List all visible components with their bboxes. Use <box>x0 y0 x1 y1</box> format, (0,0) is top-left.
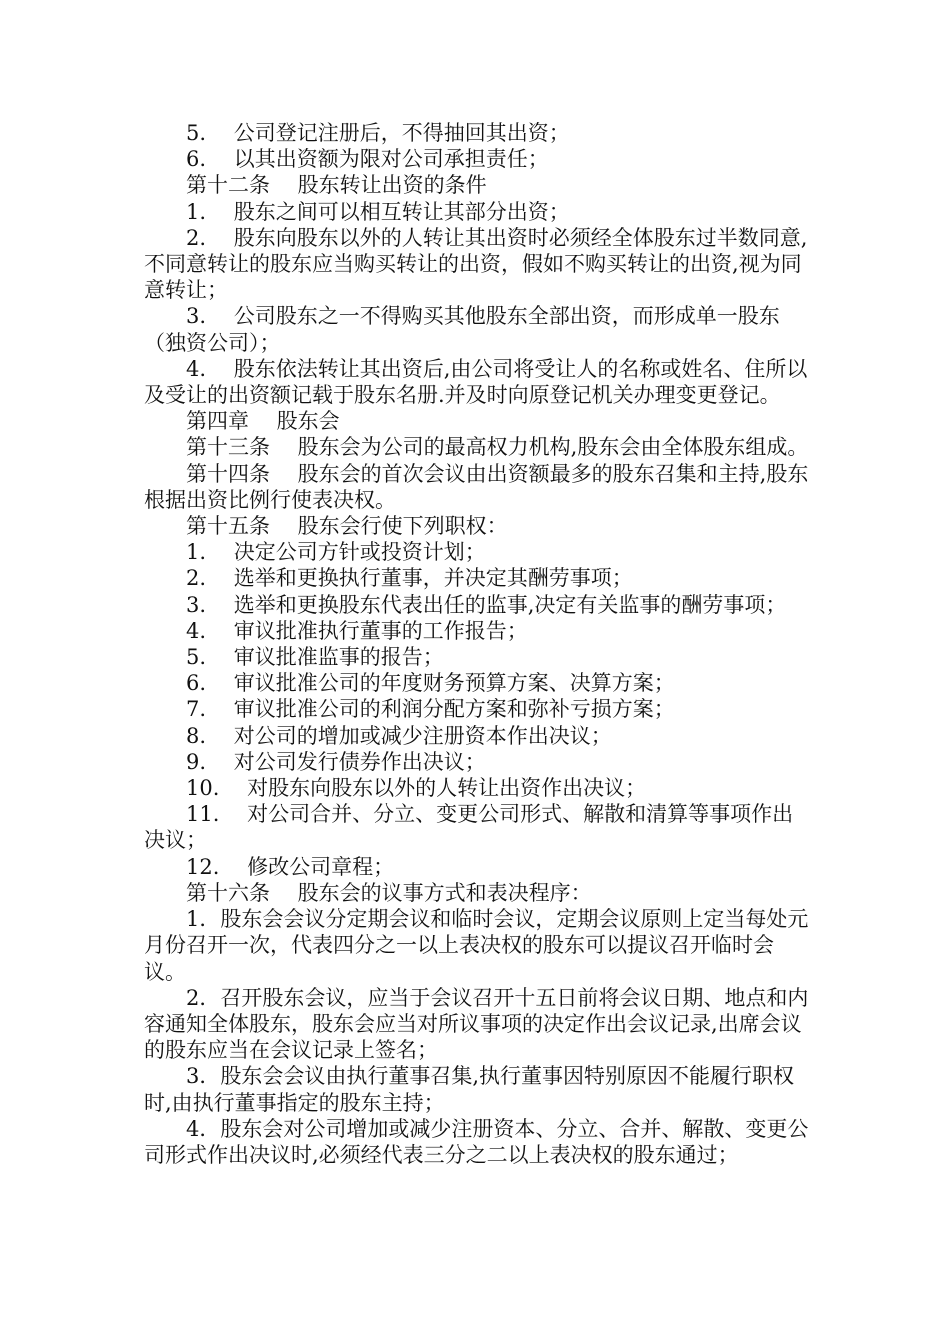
article-13: 第十三条 股东会为公司的最高权力机构,股东会由全体股东组成。 <box>186 435 809 460</box>
paragraph-item-6-liability: 6. 以其出资额为限对公司承担责任； <box>186 147 549 172</box>
power-item-4: 4. 审议批准执行董事的工作报告； <box>186 618 528 643</box>
procedure-item-1: 1．股东会会议分定期会议和临时会议，定期会议原则上定当每处元月份召开一次，代表四分之一以上表决权的股东可以提议召开临时会议。 <box>144 907 809 984</box>
power-item-5: 5. 审议批准监事的报告； <box>186 645 444 670</box>
paragraph-transfer-2: 2. 股东向股东以外的人转让其出资时必须经全体股东过半数同意,不同意转让的股东应当购买转让的出资，假如不购买转让的出资,视为同意转让； <box>144 225 808 303</box>
article-16-heading: 第十六条 股东会的议事方式和表决程序： <box>186 880 592 905</box>
power-item-11: 11. 对公司合并、分立、变更公司形式、解散和清算等事项作出决议； <box>144 802 794 853</box>
procedure-item-2: 2．召开股东会议，应当于会议召开十五日前将会议日期、地点和内容通知全体股东，股东会应当对所议事项的决定作出会议记录,出席会议的股东应当在会议记录上签名； <box>144 985 809 1063</box>
power-item-3: 3. 选举和更换股东代表出任的监事,决定有关监事的酬劳事项； <box>186 592 787 617</box>
power-item-8: 8. 对公司的增加或减少注册资本作出决议； <box>186 723 612 748</box>
article-14: 第十四条 股东会的首次会议由出资额最多的股东召集和主持,股东根据出资比例行使表决权。 <box>144 461 809 512</box>
power-item-2: 2. 选举和更换执行董事，并决定其酬劳事项； <box>186 566 633 591</box>
power-item-12: 12. 修改公司章程； <box>186 854 395 879</box>
article-12-heading: 第十二条 股东转让出资的条件 <box>186 173 487 198</box>
power-item-10: 10. 对股东向股东以外的人转让出资作出决议； <box>186 776 647 801</box>
power-item-7: 7. 审议批准公司的利润分配方案和弥补亏损方案； <box>186 697 675 722</box>
paragraph-item-5-no-withdrawal: 5. 公司登记注册后，不得抽回其出资； <box>186 121 570 145</box>
procedure-item-3: 3．股东会会议由执行董事召集,执行董事因特别原因不能履行职权时,由执行董事指定的股东主持； <box>144 1064 795 1115</box>
power-item-9: 9. 对公司发行债券作出决议； <box>186 749 486 774</box>
procedure-item-4: 4．股东会对公司增加或减少注册资本、分立、合并、解散、变更公司形式作出决议时,必须经代表三分之二以上表决权的股东通过； <box>144 1116 809 1167</box>
power-item-1: 1. 决定公司方针或投资计划； <box>186 540 486 565</box>
power-item-6: 6. 审议批准公司的年度财务预算方案、决算方案； <box>186 671 675 696</box>
paragraph-transfer-3: 3. 公司股东之一不得购买其他股东全部出资，而形成单一股东（独资公司）； <box>144 304 780 355</box>
chapter-4-heading: 第四章 股东会 <box>186 409 340 434</box>
paragraph-transfer-4: 4. 股东依法转让其出资后,由公司将受让人的名称或姓名、住所以及受让的出资额记载于股东名册.并及时向原登记机关办理变更登记。 <box>144 356 808 408</box>
paragraph-transfer-1: 1. 股东之间可以相互转让其部分出资； <box>186 199 570 224</box>
article-15-heading: 第十五条 股东会行使下列职权： <box>186 514 508 539</box>
document-body <box>144 120 810 1168</box>
